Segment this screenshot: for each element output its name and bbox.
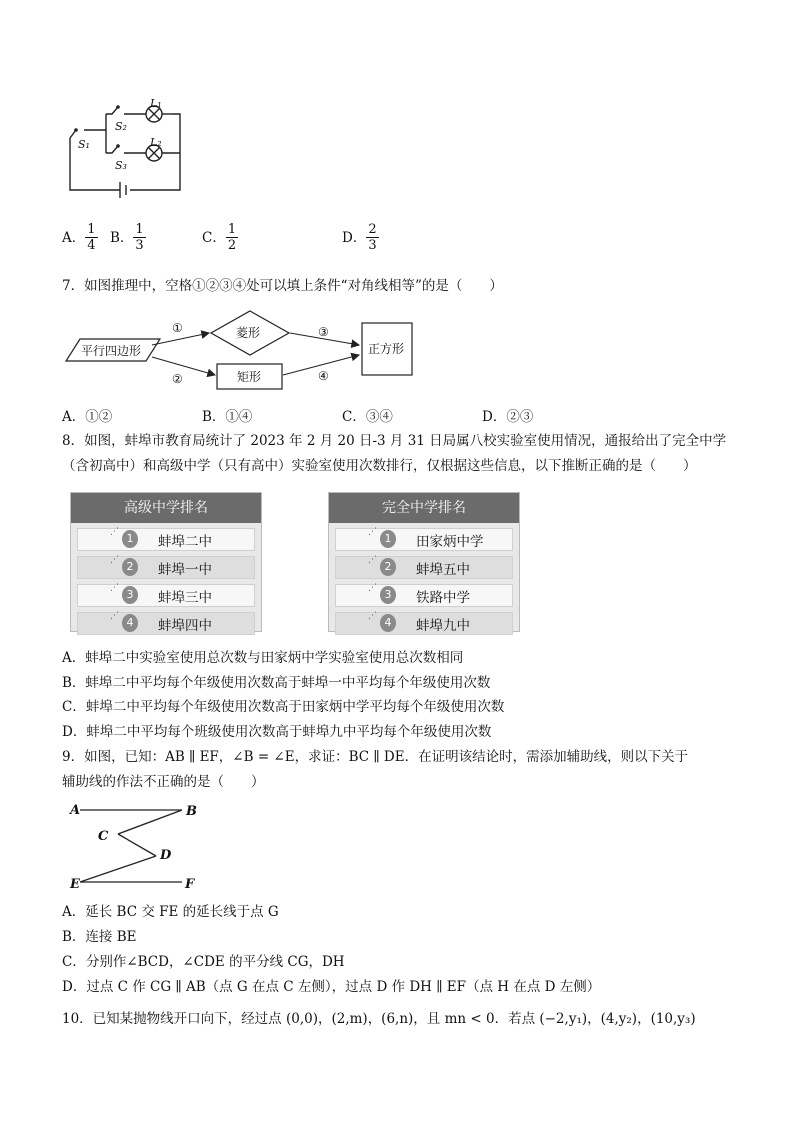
q7-option-d: D．②③ xyxy=(482,409,534,425)
q8-option-d: D．蚌埠二中平均每个班级使用次数高于蚌埠九中平均每个年级使用次数 xyxy=(62,724,492,740)
ranking-row: ⋰ 2 蚌埠一中 xyxy=(77,556,255,579)
label-l1: L₁ xyxy=(150,97,162,110)
flow-top: 菱形 xyxy=(236,326,261,340)
rank-badge-icon: 3 xyxy=(380,586,396,604)
rank-badge-icon: 1 xyxy=(122,530,138,548)
label-s3: S₃ xyxy=(115,159,127,172)
ranking-panel-senior xyxy=(70,492,262,632)
ranking-row: ⋰ 3 蚌埠三中 xyxy=(77,584,255,607)
q8-stem-line2: （含初高中）和高级中学（只有高中）实验室使用次数排行，仅根据这些信息，以下推断正确的是（ ） xyxy=(62,458,697,474)
q8-option-a: A．蚌埠二中实验室使用总次数与田家炳中学实验室使用总次数相同 xyxy=(62,650,464,666)
point-a-label: A xyxy=(70,803,81,818)
rank-badge-icon: 2 xyxy=(122,558,138,576)
q8-option-b: B．蚌埠二中平均每个年级使用次数高于蚌埠一中平均每个年级使用次数 xyxy=(62,675,491,691)
label-s1: S₁ xyxy=(78,138,90,151)
point-c-label: C xyxy=(98,829,109,844)
q9-option-d: D．过点 C 作 CG ∥ AB（点 G 在点 C 左侧），过点 D 作 DH ∥ EF（点 H 在点 D 左侧） xyxy=(62,979,601,995)
rank-badge-icon: 3 xyxy=(122,586,138,604)
ranking-row: ⋰ 1 田家炳中学 xyxy=(335,528,513,551)
rank-badge-icon: 2 xyxy=(380,558,396,576)
flow-c1: ① xyxy=(172,321,183,335)
panel-title: 高级中学排名 xyxy=(71,493,261,523)
flow-c2: ② xyxy=(172,372,183,386)
q6-option-c: C． $\frac{1}{2}$ xyxy=(202,222,237,253)
point-e-label: E xyxy=(70,877,80,892)
q8-stem-line1: 8．如图，蚌埠市教育局统计了 2023 年 2 月 20 日-3 月 31 日局属八校实验室使用情况，通报给出了完全中学 xyxy=(62,433,727,449)
point-d-label: D xyxy=(160,848,172,863)
rank-badge-icon: 4 xyxy=(380,614,396,632)
q9-stem-line1: 9．如图，已知：AB ∥ EF，∠B = ∠E，求证：BC ∥ DE．在证明该结论时，需添加辅助线，则以下关于 xyxy=(62,749,689,765)
flow-c4: ④ xyxy=(318,369,329,383)
rank-badge-icon: 4 xyxy=(122,614,138,632)
flow-start: 平行四边形 xyxy=(81,344,142,358)
q9-option-a: A．延长 BC 交 FE 的延长线于点 G xyxy=(62,904,279,920)
q7-option-a: A．①② xyxy=(62,409,113,425)
point-f-label: F xyxy=(185,877,195,892)
point-b-label: B xyxy=(186,804,197,819)
ranking-row: ⋰ 3 铁路中学 xyxy=(335,584,513,607)
q6-option-d: D． $\frac{2}{3}$ xyxy=(342,222,377,253)
q10-stem: 10．已知某抛物线开口向下，经过点 (0,0)，(2,m)，(6,n)，且 mn < 0．若点 (−2,y₁)，(4,y₂)，(10,y₃) xyxy=(62,1011,696,1027)
q6-option-b: B． $\frac{1}{3}$ xyxy=(110,222,144,253)
q8-option-c: C．蚌埠二中平均每个年级使用次数高于田家炳中学平均每个年级使用次数 xyxy=(62,699,505,715)
q7-option-c: C．③④ xyxy=(342,409,393,425)
q7-option-b: B．①④ xyxy=(202,409,253,425)
flow-bottom: 矩形 xyxy=(237,370,262,384)
ranking-row: ⋰ 2 蚌埠五中 xyxy=(335,556,513,579)
fraction: $\frac{1}{3}$ xyxy=(135,222,144,253)
flow-c3: ③ xyxy=(318,325,329,339)
label-l2: L₂ xyxy=(150,136,162,149)
fraction: $\frac{2}{3}$ xyxy=(368,222,377,253)
label-s2: S₂ xyxy=(115,120,127,133)
panel-title: 完全中学排名 xyxy=(329,493,519,523)
q9-option-b: B．连接 BE xyxy=(62,929,137,945)
ranking-row: ⋰ 4 蚌埠九中 xyxy=(335,612,513,635)
q9-option-c: C．分别作∠BCD，∠CDE 的平分线 CG，DH xyxy=(62,954,345,970)
ranking-row: ⋰ 1 蚌埠二中 xyxy=(77,528,255,551)
flow-end: 正方形 xyxy=(368,342,405,356)
q9-stem-line2: 辅助线的作法不正确的是（ ） xyxy=(62,774,265,790)
fraction: $\frac{1}{2}$ xyxy=(227,222,237,253)
rank-badge-icon: 1 xyxy=(380,530,396,548)
q6-option-a: A． $\frac{1}{4}$ xyxy=(62,222,96,253)
q7-stem: 7．如图推理中，空格①②③④处可以填上条件“对角线相等”的是（ ） xyxy=(62,278,503,294)
ranking-row: ⋰ 4 蚌埠四中 xyxy=(77,612,255,635)
fraction: $\frac{1}{4}$ xyxy=(87,222,96,253)
ranking-panel-complete xyxy=(328,492,520,632)
